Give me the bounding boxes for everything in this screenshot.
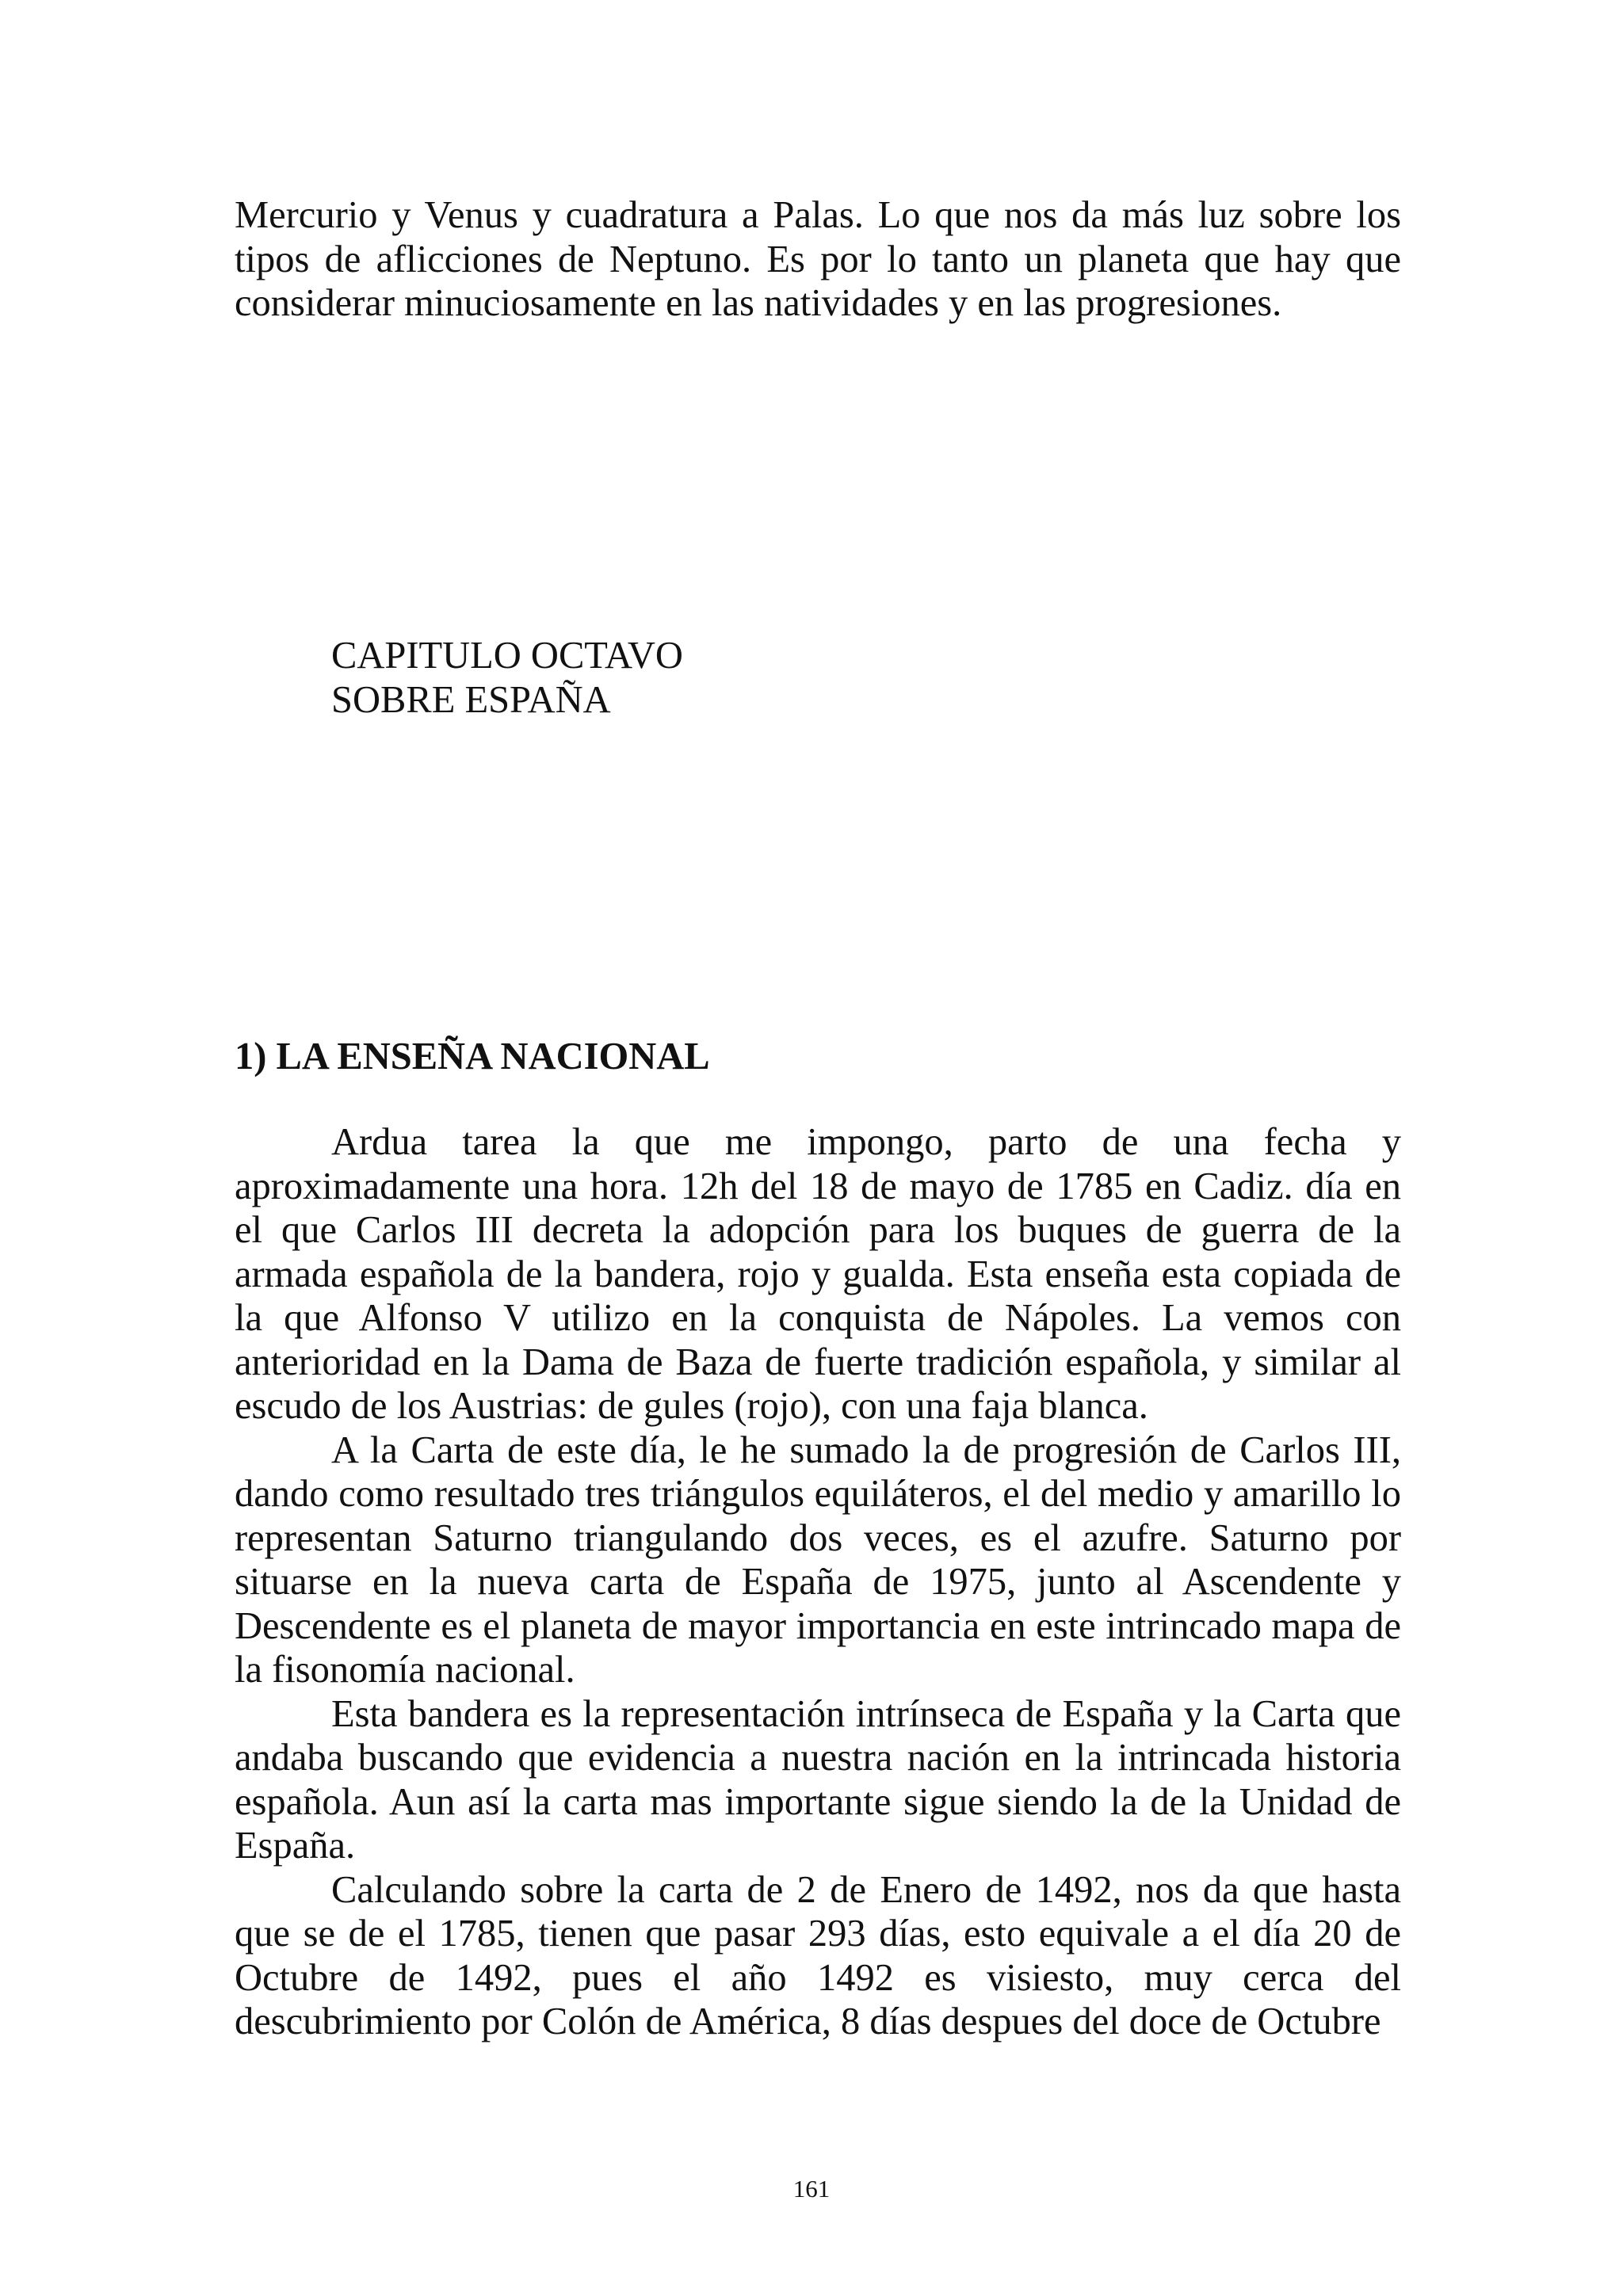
chapter-title [331, 634, 683, 723]
paragraph: Mercurio y Venus y cuadratura a Palas. Lo que nos da más luz sobre los tipos de aflicciones de Neptuno. Es por lo tanto un planeta que hay que considerar minuciosamente en las natividades y en las progresiones. [235, 194, 1401, 324]
paragraph: A la Carta de este día, le he sumado la de progresión de Carlos III, dando como resultado tres triángulos equiláteros, el del medio y amarillo lo representan Saturno triangulando dos veces, es el azufre. Saturno por situarse en la nueva carta de España de 1975, junto al Ascendente y Descendente es el planeta de mayor importancia en este intrincado mapa de la fisonomía nacional. [235, 1428, 1401, 1691]
paragraph: Ardua tarea la que me impongo, parto de una fecha y aproximadamente una hora. 12h del 18 de mayo de 1785 en Cadiz. día en el que Carlos III decreta la adopción para los buques de guerra de la armada española de la bandera, rojo y gualda. Esta enseña esta copiada de la que Alfonso V utilizo en la conquista de Nápoles. La vemos con anterioridad en la Dama de Baza de fuerte tradición española, y similar al escudo de los Austrias: de gules (rojo), con una faja blanca. [235, 1121, 1401, 1427]
body-text [235, 1120, 1401, 2044]
chapter-subtitle: SOBRE ESPAÑA [331, 679, 611, 721]
section-heading: 1) LA ENSEÑA NACIONAL [235, 1035, 710, 1077]
page-number: 161 [792, 2175, 831, 2203]
paragraph: Calculando sobre la carta de 2 de Enero de 1492, nos da que hasta que se de el 1785, tienen que pasar 293 días, esto equivale a el día 20 de Octubre de 1492, pues el año 1492 es visiesto, muy cerca del descubrimiento por Colón de América, 8 días despues del doce de Octubre [235, 1868, 1401, 2042]
paragraph: Esta bandera es la representación intrínseca de España y la Carta que andaba buscando que evidencia a nuestra nación en la intrincada historia española. Aun así la carta mas importante sigue siendo la de la Unidad de España. [235, 1692, 1401, 1867]
intro-paragraph [235, 193, 1401, 326]
chapter-number: CAPITULO OCTAVO [331, 635, 683, 677]
